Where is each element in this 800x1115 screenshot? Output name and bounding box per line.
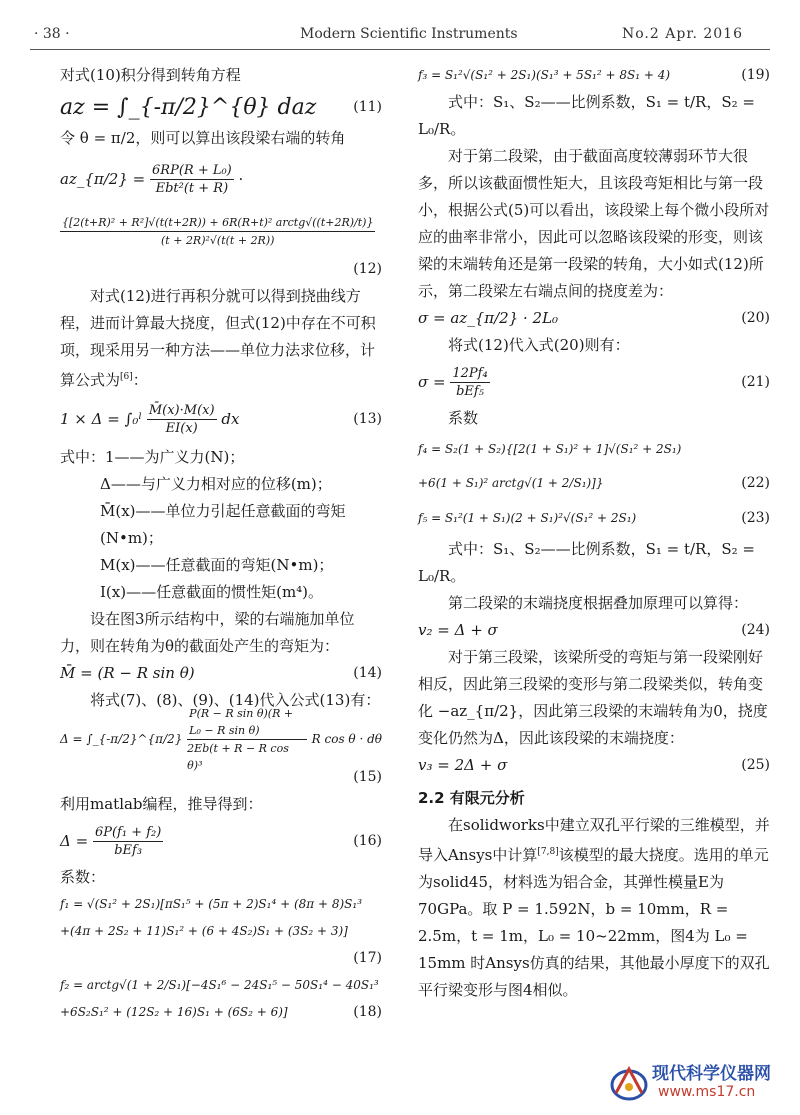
equation-25: v₃ = 2Δ + σ (25) xyxy=(418,756,770,774)
equation-17-line1: f₁ = √(S₁² + 2S₁)[πS₁⁵ + (5π + 2)S₁⁴ + (8π + 8)S₁³ xyxy=(60,897,363,911)
paragraph: 利用matlab编程，推导得到： xyxy=(60,795,263,813)
equation-15: Δ = ∫_{-π/2}^{π/2} $\frac{\text{P(R − R sin θ)(R + L₀ − R sin θ)}}{\text{2Eb(t + R − R cos θ)³}}$ R cos θ · dθ xyxy=(60,706,382,772)
equation-14: M̄ = (R − R sin θ) (14) xyxy=(60,664,382,682)
header-rule xyxy=(30,49,770,50)
watermark-url: www.ms17.cn xyxy=(658,1084,756,1100)
equation-19: f₃ = S₁²√(S₁² + 2S₁)(S₁³ + 5S₁² + 8S₁ + 4) (19) xyxy=(418,67,770,83)
watermark xyxy=(608,1057,786,1107)
right-column xyxy=(418,62,770,1004)
paragraph: 式中：S₁、S₂——比例系数，S₁ = t/R，S₂ = L₀/R。 xyxy=(418,540,755,585)
paragraph: 系数 xyxy=(448,409,479,427)
equation-13: 1 × Δ = ∫₀ˡ $\frac{M̄(x)\cdot M(x)}{EI(x)}$ dx (13) xyxy=(60,402,382,436)
equation-22-line2: +6(1 + S₁)² arctg√(1 + 2/S₁)]} (22) xyxy=(418,474,770,491)
watermark-title: 现代科学仪器网 xyxy=(652,1064,771,1084)
paragraph: 令 θ = π/2，则可以算出该段梁右端的转角 xyxy=(60,129,346,147)
paragraph: 将式(7)、(8)、(9)、(14)代入公式(13)有： xyxy=(90,691,381,709)
equation-12-line1: az_{π/2} = $\frac{\text{6RP(R + L₀)}}{\text{Ebt²(t + R)}}$ · xyxy=(60,162,244,196)
equation-23: f₅ = S₁²(1 + S₁)(2 + S₁)²√(S₁² + 2S₁) (23) xyxy=(418,509,770,526)
equation-number: (12) xyxy=(353,261,382,277)
paragraph: 系数： xyxy=(60,868,106,886)
paragraph: 对式(10)积分得到转角方程 xyxy=(60,66,241,84)
equation-18-line1: f₂ = arctg√(1 + 2/S₁)[−4S₁⁶ − 24S₁⁵ − 50S₁⁴ − 40S₁³ xyxy=(60,978,379,992)
paragraph: 对于第二段梁，由于截面高度较薄弱环节大很多，所以该截面惯性矩大，且该段弯矩相比与第一段小，根据公式(5)可以看出，该段梁上每个微小段所对应的曲率非常小，因此可以忽略该段梁的形变，则该梁的末端转角还是第一段梁的转角，大小如式(12)所示，第二段梁左右端点间的挠度差为： xyxy=(418,147,770,300)
definition-item: Δ——与广义力相对应的位移(m)； xyxy=(100,475,332,493)
paragraph: 在solidworks中建立双孔平行梁的三维模型，并导入Ansys中计算[7,8]该模型的最大挠度。选用的单元为solid45，材料选为铝合金，其弹性模量E为70GPa。取 P = 1.592N，b = 10mm，R = 2.5m，t = 1m，L₀ = 10~22mm，图4为 L₀ = 15mm 时Ansys仿真的结果，其他最小厚度下的双孔平行梁变形与图4相似。 xyxy=(418,816,770,999)
definition-item: M̄(x)——单位力引起任意截面的弯矩(N•m)； xyxy=(100,502,346,547)
equation-17-line2: +(4π + 2S₂ + 11)S₁² + (6 + 4S₂)S₁ + (3S₂ + 3)] xyxy=(60,924,348,938)
page-number: · 38 · xyxy=(34,26,70,42)
section-heading: 2.2 有限元分析 xyxy=(418,789,525,807)
equation-number: (17) xyxy=(353,950,382,966)
equation-20: σ = az_{π/2} · 2L₀ (20) xyxy=(418,309,770,327)
site-logo-icon xyxy=(608,1063,650,1103)
journal-title: Modern Scientific Instruments xyxy=(300,26,518,42)
definition-item: I(x)——任意截面的惯性矩(m⁴)。 xyxy=(100,583,324,601)
equation-16: Δ = $\frac{\text{6P(f₁ + f₂)}}{\text{bEf₃}}$ (16) xyxy=(60,824,382,858)
equation-11: az = ∫_{-π/2}^{θ} daz (11) xyxy=(60,94,382,120)
definition-list xyxy=(60,444,382,606)
definition-item: 式中：1——为广义力(N)； xyxy=(60,448,245,466)
equation-22-line1: f₄ = S₂(1 + S₂){[2(1 + S₁)² + 1]√(S₁² + 2S₁) xyxy=(418,442,682,456)
paragraph: 设在图3所示结构中，梁的右端施加单位力，则在转角为θ的截面处产生的弯矩为： xyxy=(60,610,355,655)
paragraph: 式中：S₁、S₂——比例系数，S₁ = t/R，S₂ = L₀/R。 xyxy=(418,93,755,138)
paragraph: 第二段梁的末端挠度根据叠加原理可以算得： xyxy=(448,594,749,612)
equation-18-line2: +6S₂S₁² + (12S₂ + 16)S₁ + (6S₂ + 6)] (18) xyxy=(60,1004,382,1020)
equation-12-line2: $\frac{\text{\{[2(t+R)² + R²]√(t(t+2R)) + 6R(R+t)² arctg√((t+2R)/t)\}}}{\text{(t + 2R)²√(t(t + 2R))}}$ xyxy=(62,215,374,247)
paragraph: 将式(12)代入式(20)则有： xyxy=(448,336,630,354)
equation-number: (15) xyxy=(353,769,382,785)
equation-24: v₂ = Δ + σ (24) xyxy=(418,621,770,639)
paragraph: 对式(12)进行再积分就可以得到挠曲线方程，进而计算最大挠度，但式(12)中存在不可积项，现采用另一种方法——单位力法求位移，计算公式为[6]： xyxy=(60,287,376,389)
issue-info: No.2 Apr. 2016 xyxy=(622,26,743,42)
left-column xyxy=(60,62,382,1026)
equation-21: σ = $\frac{\text{12Pf₄}}{\text{bEf₅}}$ (21) xyxy=(418,365,770,399)
definition-item: M(x)——任意截面的弯矩(N•m)； xyxy=(100,556,334,574)
paragraph: 对于第三段梁，该梁所受的弯矩与第一段梁刚好相反，因此第三段梁的变形与第二段梁类似，转角变化 −az_{π/2}，因此第三段梁的末端转角为0，挠度变化仍然为Δ，因此该段梁的末端挠度： xyxy=(418,648,768,747)
